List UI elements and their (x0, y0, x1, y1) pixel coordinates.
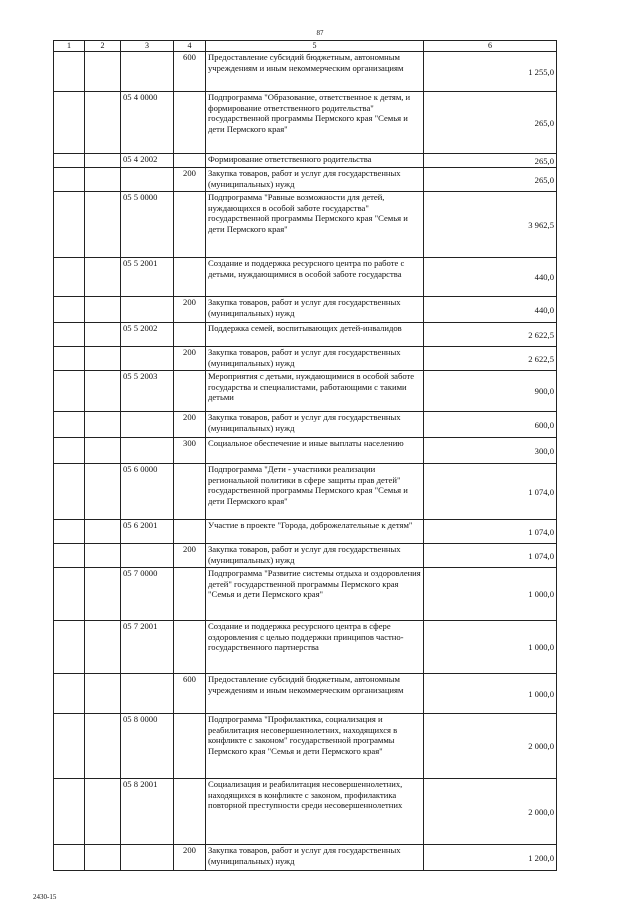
table-row (54, 544, 557, 568)
description-cell: Социализация и реабилитация несовершеннолетних, находящихся в конфликте с законом, профилактика повторной преступности среди несовершеннолетних (206, 779, 424, 845)
amount-cell: 900,0 (424, 371, 557, 412)
expense-type-cell (174, 621, 206, 674)
column-header: 4 (174, 41, 206, 52)
target-article-cell: 05 7 0000 (121, 568, 174, 621)
description-cell: Социальное обеспечение и иные выплаты населению (206, 438, 424, 464)
description-cell: Подпрограмма "Развитие системы отдыха и оздоровления детей" государственной программы Пермского края "Семья и дети Пермского края" (206, 568, 424, 621)
target-article-cell: 05 5 2001 (121, 258, 174, 297)
section-cell (54, 52, 85, 92)
table-row (54, 412, 557, 438)
section-cell (54, 464, 85, 520)
description-cell: Закупка товаров, работ и услуг для государственных (муниципальных) нужд (206, 845, 424, 871)
amount-cell: 2 000,0 (424, 779, 557, 845)
description-cell: Поддержка семей, воспитывающих детей-инвалидов (206, 323, 424, 347)
target-article-cell (121, 845, 174, 871)
target-article-cell (121, 412, 174, 438)
table-row (54, 258, 557, 297)
description-cell: Закупка товаров, работ и услуг для государственных (муниципальных) нужд (206, 544, 424, 568)
table-row (54, 323, 557, 347)
amount-cell: 265,0 (424, 154, 557, 168)
section-cell (54, 714, 85, 779)
column-header: 5 (206, 41, 424, 52)
section-cell (54, 412, 85, 438)
amount-cell: 1 074,0 (424, 464, 557, 520)
description-cell: Закупка товаров, работ и услуг для государственных (муниципальных) нужд (206, 168, 424, 192)
expense-type-cell (174, 92, 206, 154)
expense-type-cell: 200 (174, 168, 206, 192)
description-cell: Подпрограмма "Образование, ответственное к детям, и формирование ответственного родительства" государственной программы Пермского края "Семья и дети Пермского края" (206, 92, 424, 154)
expense-type-cell (174, 371, 206, 412)
expense-type-cell: 600 (174, 674, 206, 714)
table-row (54, 154, 557, 168)
subsection-cell (85, 464, 121, 520)
amount-cell: 1 000,0 (424, 621, 557, 674)
column-header: 2 (85, 41, 121, 52)
expense-type-cell: 200 (174, 347, 206, 371)
section-cell (54, 568, 85, 621)
subsection-cell (85, 621, 121, 674)
amount-cell: 1 000,0 (424, 674, 557, 714)
table-row (54, 52, 557, 92)
expense-type-cell: 200 (174, 845, 206, 871)
expense-type-cell (174, 258, 206, 297)
amount-cell: 2 000,0 (424, 714, 557, 779)
subsection-cell (85, 92, 121, 154)
table-row (54, 464, 557, 520)
table-row (54, 297, 557, 323)
table-row (54, 438, 557, 464)
target-article-cell: 05 4 0000 (121, 92, 174, 154)
table-row (54, 568, 557, 621)
target-article-cell: 05 5 2002 (121, 323, 174, 347)
section-cell (54, 621, 85, 674)
target-article-cell (121, 52, 174, 92)
table-header-row (54, 41, 557, 52)
target-article-cell (121, 297, 174, 323)
amount-cell: 265,0 (424, 92, 557, 154)
subsection-cell (85, 520, 121, 544)
column-header: 1 (54, 41, 85, 52)
target-article-cell: 05 5 0000 (121, 192, 174, 258)
expense-type-cell (174, 323, 206, 347)
target-article-cell: 05 6 2001 (121, 520, 174, 544)
amount-cell: 1 074,0 (424, 520, 557, 544)
expense-type-cell (174, 464, 206, 520)
section-cell (54, 544, 85, 568)
table-row (54, 92, 557, 154)
subsection-cell (85, 845, 121, 871)
section-cell (54, 92, 85, 154)
table-row (54, 621, 557, 674)
table-row (54, 192, 557, 258)
subsection-cell (85, 297, 121, 323)
description-cell: Создание и поддержка ресурсного центра по работе с детьми, нуждающимися в особой заботе государства (206, 258, 424, 297)
table-row (54, 779, 557, 845)
subsection-cell (85, 371, 121, 412)
section-cell (54, 674, 85, 714)
description-cell: Закупка товаров, работ и услуг для государственных (муниципальных) нужд (206, 297, 424, 323)
description-cell: Предоставление субсидий бюджетным, автономным учреждениям и иным некоммерческим организациям (206, 674, 424, 714)
amount-cell: 1 255,0 (424, 52, 557, 92)
subsection-cell (85, 568, 121, 621)
section-cell (54, 192, 85, 258)
target-article-cell (121, 347, 174, 371)
subsection-cell (85, 674, 121, 714)
target-article-cell: 05 8 2001 (121, 779, 174, 845)
target-article-cell (121, 438, 174, 464)
section-cell (54, 168, 85, 192)
target-article-cell (121, 168, 174, 192)
expense-type-cell: 600 (174, 52, 206, 92)
subsection-cell (85, 168, 121, 192)
subsection-cell (85, 779, 121, 845)
description-cell: Мероприятия с детьми, нуждающимися в особой заботе государства и специалистами, работающими с такими детьми (206, 371, 424, 412)
amount-cell: 1 000,0 (424, 568, 557, 621)
table-row (54, 347, 557, 371)
amount-cell: 440,0 (424, 297, 557, 323)
subsection-cell (85, 154, 121, 168)
target-article-cell: 05 4 2002 (121, 154, 174, 168)
section-cell (54, 845, 85, 871)
budget-table (53, 40, 557, 871)
target-article-cell: 05 5 2003 (121, 371, 174, 412)
description-cell: Подпрограмма "Профилактика, социализация и реабилитация несовершеннолетних, находящихся в конфликте с законом" государственной программы Пермского края "Семья и дети Пермского края" (206, 714, 424, 779)
column-header: 3 (121, 41, 174, 52)
description-cell: Подпрограмма "Дети - участники реализации региональной политики в сфере защиты прав детей" государственной программы Пермского края "Семья и дети Пермского края" (206, 464, 424, 520)
amount-cell: 1 074,0 (424, 544, 557, 568)
amount-cell: 2 622,5 (424, 323, 557, 347)
expense-type-cell: 200 (174, 412, 206, 438)
section-cell (54, 438, 85, 464)
section-cell (54, 779, 85, 845)
expense-type-cell: 300 (174, 438, 206, 464)
section-cell (54, 154, 85, 168)
target-article-cell: 05 6 0000 (121, 464, 174, 520)
description-cell: Подпрограмма "Равные возможности для детей, нуждающихся в особой заботе государства" государственной программы Пермского края "Семья и дети Пермского края" (206, 192, 424, 258)
section-cell (54, 323, 85, 347)
subsection-cell (85, 323, 121, 347)
amount-cell: 1 200,0 (424, 845, 557, 871)
subsection-cell (85, 192, 121, 258)
expense-type-cell (174, 520, 206, 544)
expense-type-cell (174, 714, 206, 779)
page-number: 87 (316, 29, 324, 37)
amount-cell: 265,0 (424, 168, 557, 192)
expense-type-cell (174, 192, 206, 258)
expense-type-cell: 200 (174, 544, 206, 568)
table-row (54, 371, 557, 412)
description-cell: Закупка товаров, работ и услуг для государственных (муниципальных) нужд (206, 412, 424, 438)
subsection-cell (85, 544, 121, 568)
footer-doc-code: 2430-15 (33, 893, 57, 901)
target-article-cell: 05 8 0000 (121, 714, 174, 779)
amount-cell: 600,0 (424, 412, 557, 438)
subsection-cell (85, 347, 121, 371)
section-cell (54, 347, 85, 371)
section-cell (54, 520, 85, 544)
target-article-cell (121, 674, 174, 714)
subsection-cell (85, 714, 121, 779)
subsection-cell (85, 438, 121, 464)
description-cell: Создание и поддержка ресурсного центра в сфере оздоровления с целью поддержки принципов частно-государственного партнерства (206, 621, 424, 674)
target-article-cell: 05 7 2001 (121, 621, 174, 674)
amount-cell: 2 622,5 (424, 347, 557, 371)
table-row (54, 674, 557, 714)
expense-type-cell (174, 779, 206, 845)
section-cell (54, 371, 85, 412)
section-cell (54, 258, 85, 297)
table-row (54, 714, 557, 779)
amount-cell: 300,0 (424, 438, 557, 464)
subsection-cell (85, 52, 121, 92)
description-cell: Предоставление субсидий бюджетным, автономным учреждениям и иным некоммерческим организациям (206, 52, 424, 92)
column-header: 6 (424, 41, 557, 52)
amount-cell: 3 962,5 (424, 192, 557, 258)
target-article-cell (121, 544, 174, 568)
expense-type-cell (174, 154, 206, 168)
expense-type-cell (174, 568, 206, 621)
section-cell (54, 297, 85, 323)
expense-type-cell: 200 (174, 297, 206, 323)
table-row (54, 845, 557, 871)
table-row (54, 168, 557, 192)
description-cell: Закупка товаров, работ и услуг для государственных (муниципальных) нужд (206, 347, 424, 371)
amount-cell: 440,0 (424, 258, 557, 297)
subsection-cell (85, 258, 121, 297)
subsection-cell (85, 412, 121, 438)
description-cell: Участие в проекте "Города, доброжелательные к детям" (206, 520, 424, 544)
table-row (54, 520, 557, 544)
description-cell: Формирование ответственного родительства (206, 154, 424, 168)
